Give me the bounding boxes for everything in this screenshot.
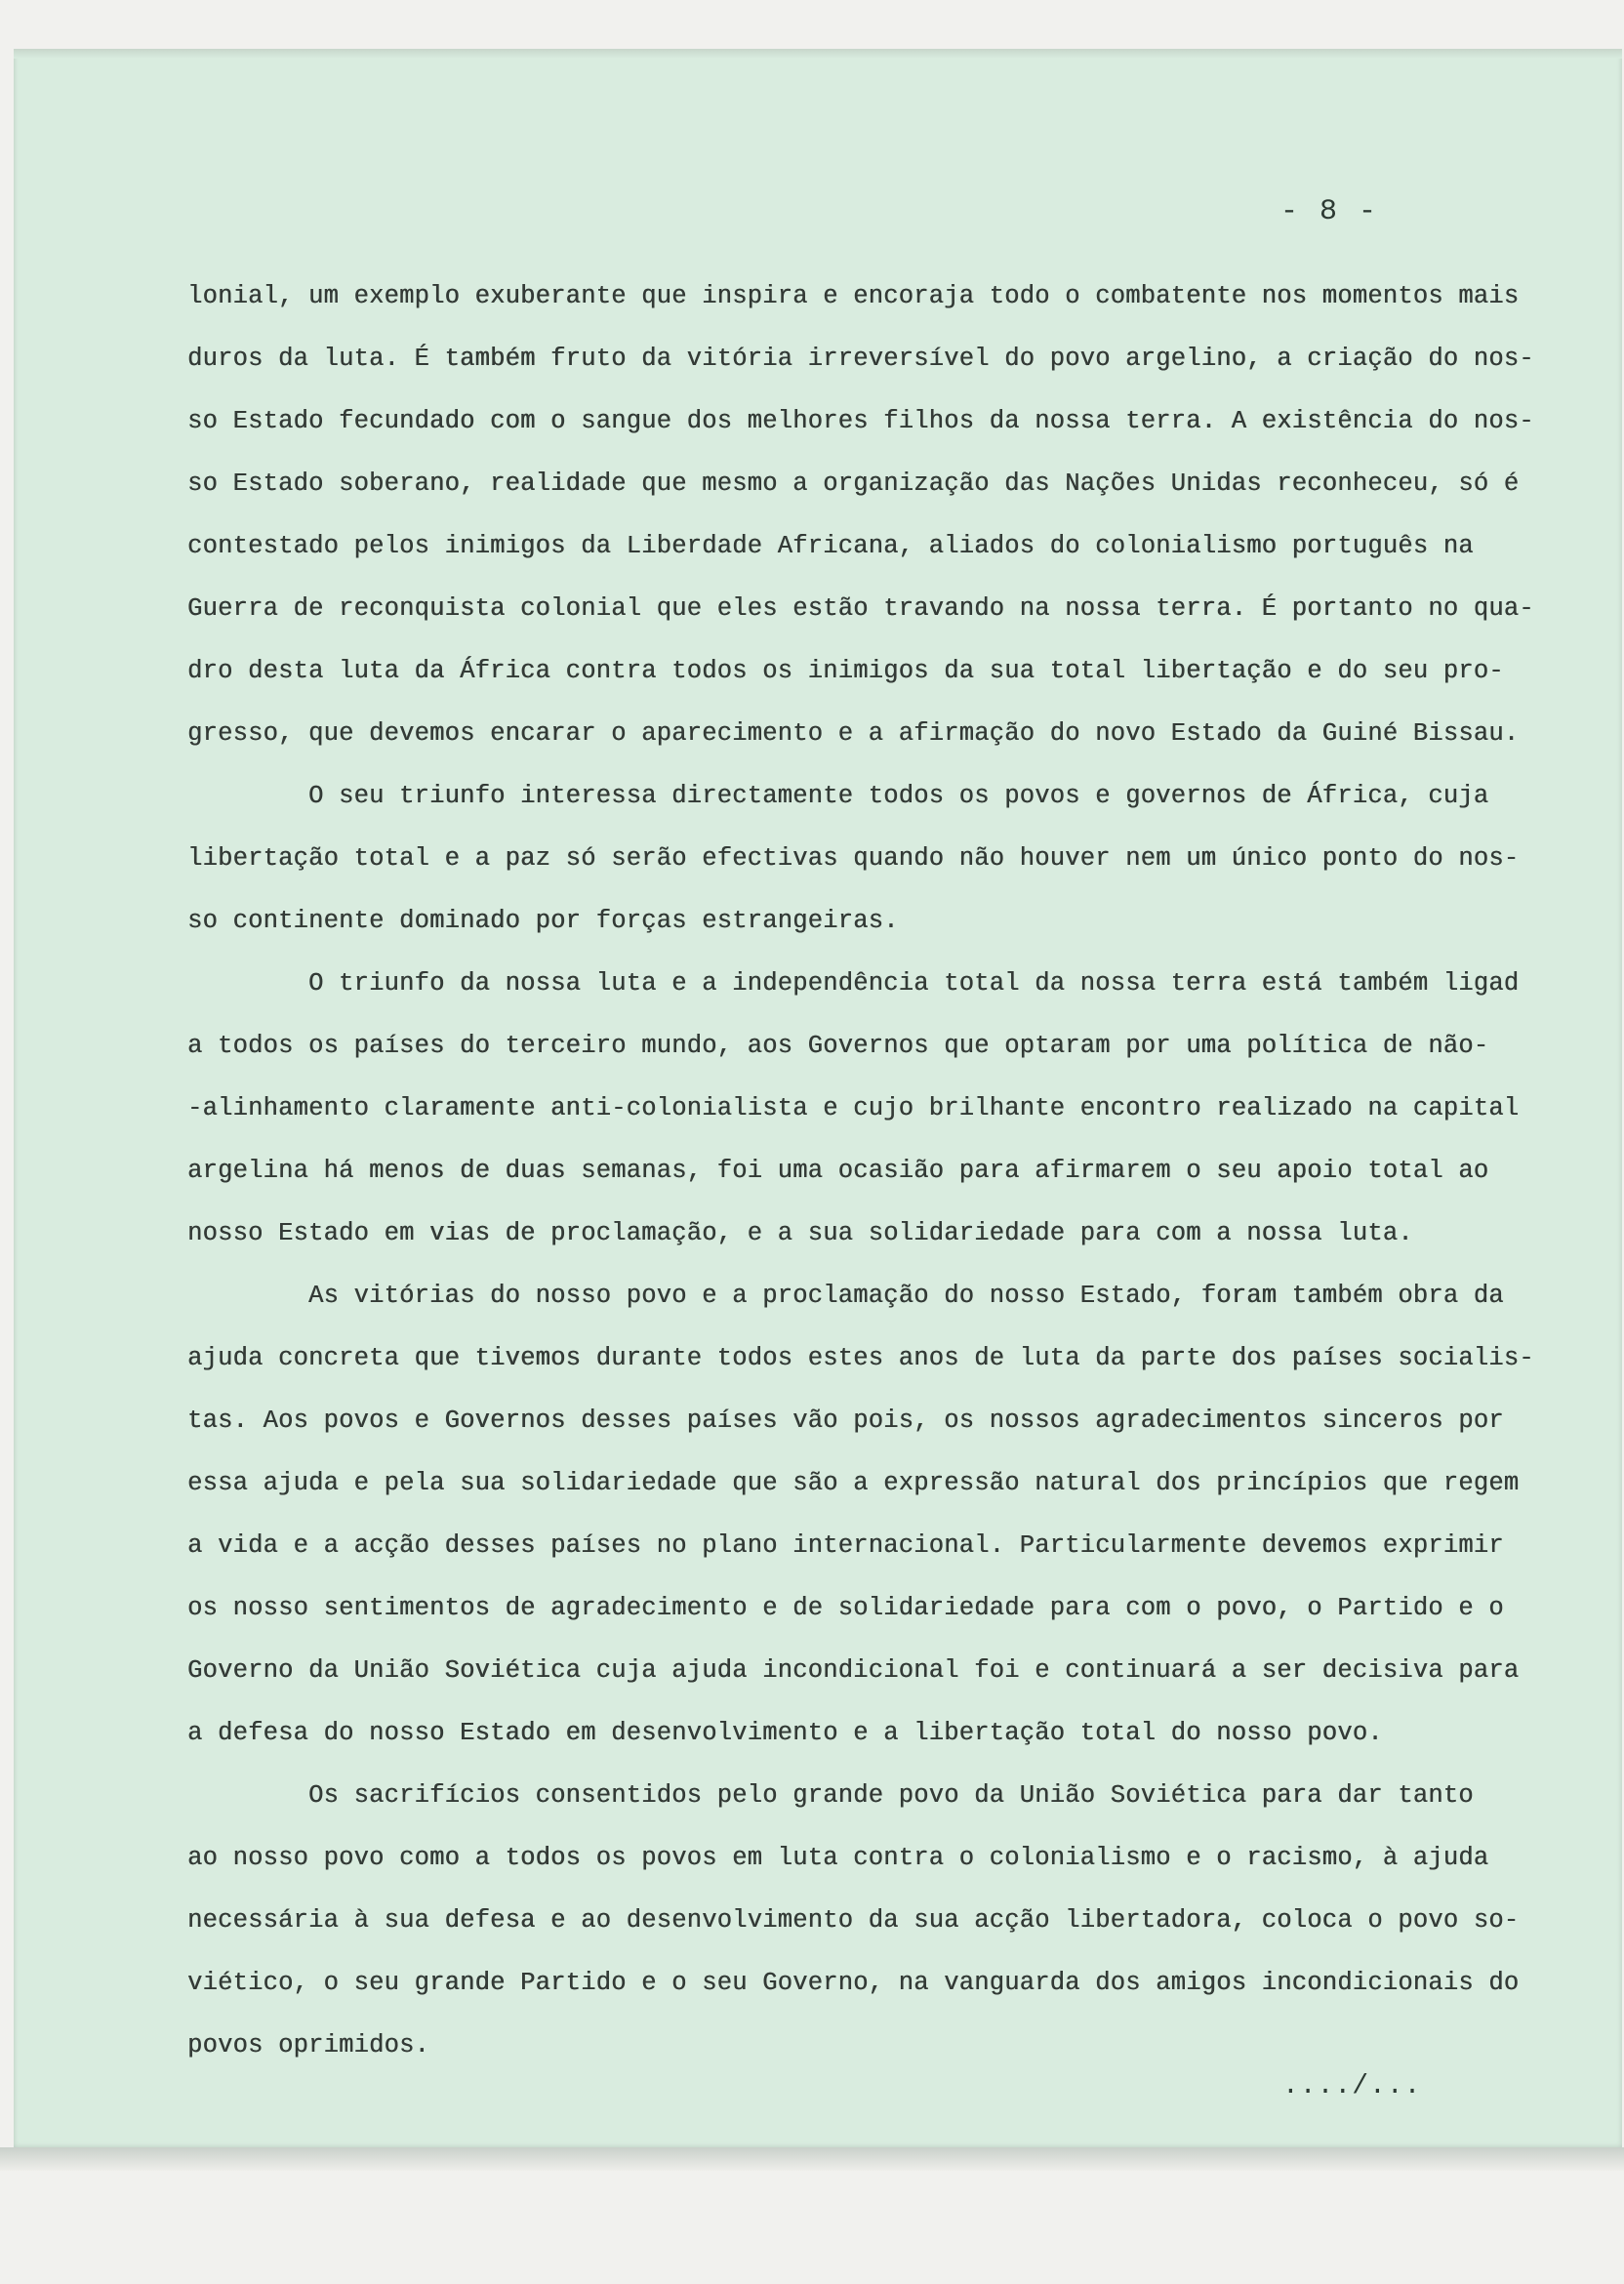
scan-edge — [0, 2147, 1624, 2171]
text-line: Governo da União Soviética cuja ajuda incondicional foi e continuará a ser decisiva para — [187, 1656, 1520, 1685]
text-line: -alinhamento claramente anti-colonialista e cujo brilhante encontro realizado na capital — [187, 1094, 1520, 1122]
body-text — [187, 265, 1624, 2077]
text-line: so Estado soberano, realidade que mesmo a organização das Nações Unidas reconheceu, só é — [187, 469, 1520, 498]
text-line: dro desta luta da África contra todos os inimigos da sua total libertação e do seu pro- — [187, 657, 1504, 685]
text-line: Os sacrifícios consentidos pelo grande povo da União Soviética para dar tanto — [187, 1781, 1474, 1810]
text-line: As vitórias do nosso povo e a proclamação do nosso Estado, foram também obra da — [187, 1282, 1504, 1310]
page-number: - 8 - — [1280, 195, 1379, 228]
document-page — [14, 49, 1622, 2147]
text-line: povos oprimidos. — [187, 2031, 430, 2060]
text-line: viético, o seu grande Partido e o seu Governo, na vanguarda dos amigos incondicionais do — [187, 1969, 1520, 1997]
text-line: nosso Estado em vias de proclamação, e a sua solidariedade para com a nossa luta. — [187, 1219, 1413, 1247]
text-line: lonial, um exemplo exuberante que inspira e encoraja todo o combatente nos momentos mais — [187, 282, 1520, 310]
text-line: necessária à sua defesa e ao desenvolvimento da sua acção libertadora, coloca o povo so- — [187, 1906, 1520, 1935]
text-line: a vida e a acção desses países no plano internacional. Particularmente devemos exprimir — [187, 1531, 1504, 1560]
text-line: duros da luta. É também fruto da vitória irreversível do povo argelino, a criação do nos- — [187, 345, 1534, 373]
text-line: argelina há menos de duas semanas, foi uma ocasião para afirmarem o seu apoio total ao — [187, 1157, 1489, 1185]
text-line: so Estado fecundado com o sangue dos melhores filhos da nossa terra. A existência do nos- — [187, 407, 1534, 435]
text-line: libertação total e a paz só serão efectivas quando não houver nem um único ponto do nos- — [187, 844, 1520, 873]
text-line: so continente dominado por forças estrangeiras. — [187, 907, 899, 935]
continuation-mark: ..../... — [1282, 2071, 1422, 2101]
text-line: Guerra de reconquista colonial que eles estão travando na nossa terra. É portanto no qua- — [187, 594, 1534, 623]
text-line: tas. Aos povos e Governos desses países vão pois, os nossos agradecimentos sinceros por — [187, 1407, 1504, 1435]
text-line: ao nosso povo como a todos os povos em luta contra o colonialismo e o racismo, à ajuda — [187, 1844, 1489, 1872]
text-line: a defesa do nosso Estado em desenvolvimento e a libertação total do nosso povo. — [187, 1719, 1383, 1747]
text-line: O seu triunfo interessa directamente todos os povos e governos de África, cuja — [187, 782, 1489, 810]
text-line: O triunfo da nossa luta e a independência total da nossa terra está também ligad — [187, 969, 1520, 998]
text-line: gresso, que devemos encarar o aparecimento e a afirmação do novo Estado da Guiné Bissau. — [187, 719, 1520, 748]
text-line: essa ajuda e pela sua solidariedade que são a expressão natural dos princípios que regem — [187, 1469, 1520, 1497]
text-line: contestado pelos inimigos da Liberdade Africana, aliados do colonialismo português na — [187, 532, 1474, 560]
text-line: ajuda concreta que tivemos durante todos estes anos de luta da parte dos países socialis- — [187, 1344, 1534, 1372]
text-line: os nosso sentimentos de agradecimento e de solidariedade para com o povo, o Partido e o — [187, 1594, 1504, 1622]
text-line: a todos os países do terceiro mundo, aos Governos que optaram por uma política de não- — [187, 1032, 1489, 1060]
